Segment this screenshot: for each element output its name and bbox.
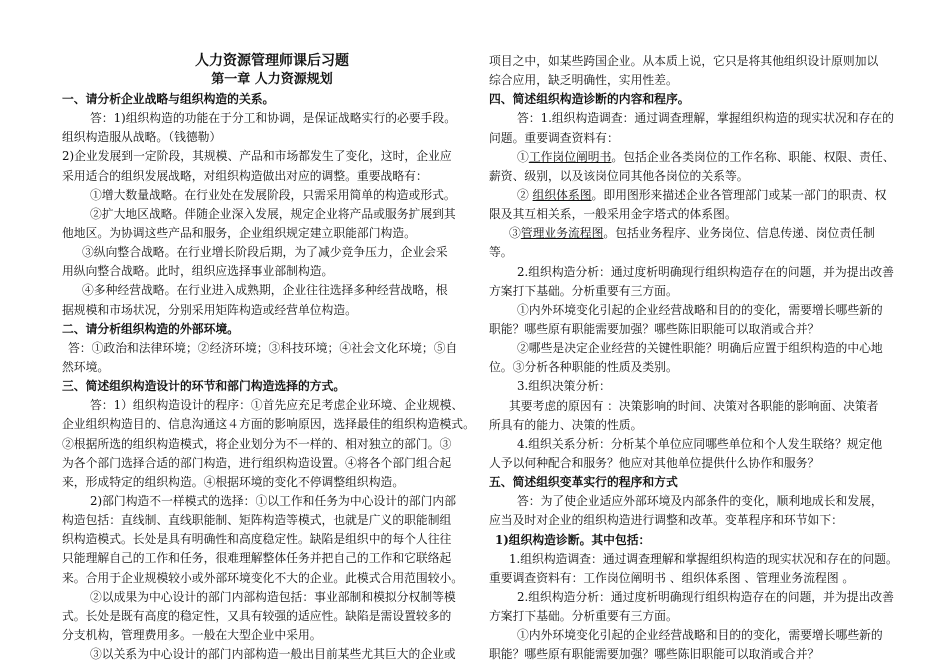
text-line: 所具有的能力、决策的性质。: [489, 417, 643, 432]
text-line: 答：1）组织构造设计的程序：①首先应充足考虑企业环境、企业规模、: [90, 398, 464, 413]
text-line: 等。: [489, 245, 513, 260]
text-line: 为各个部门选择合适的部门构造，进行组织构造设置。④将各个部门组合起: [62, 455, 452, 470]
section-heading: 一、请分析企业战略与组织构造的关系。: [62, 92, 275, 106]
section-heading: 三、简述组织构造设计的环节和部门构造选择的方式。: [62, 379, 346, 394]
text-line: 2)部门构造不一样模式的选择：①以工作和任务为中心设计的部门内部: [90, 493, 457, 508]
text-line: 2.组织构造分析：通过度析明确现行组织构造存在的问题，并为提出改善: [517, 264, 894, 279]
document-title: 人力资源管理师课后习题: [195, 53, 349, 69]
underlined-term: 工作岗位阐明书: [528, 149, 612, 164]
section-heading: 四、简述组织构造诊断的内容和程序。: [489, 92, 690, 107]
text-line: 职能？哪些原有职能需要加强？哪些陈旧职能可以取消或合并？: [489, 647, 820, 662]
text-line: 他地区。为协调这些产品和服务，企业组织规定建立职能部门构造。: [62, 225, 416, 240]
text-line: ①增大数量战略。在行业处在发展阶段，只需采用简单的构造或形式。: [90, 187, 456, 202]
text-line: 职能？哪些原有职能需要加强？哪些陈旧职能可以取消或合并？: [489, 321, 820, 336]
text-line: 分支机构，管理费用多。一般在大型企业中采用。: [62, 627, 322, 642]
text-line: ③管理业务流程图。包括业务程序、业务岗位、信息传递、岗位责任制: [509, 226, 875, 241]
text-line: 4.组织关系分析：分析某个单位应同哪些单位和个人发生联络？规定他: [517, 436, 883, 451]
text-line: 答：为了使企业适应外部环境及内部条件的变化，顺利地成长和发展，: [517, 494, 883, 509]
text-line: 构造包括：直线制、直线职能制、矩阵构造等模式，也就是广义的职能制组: [62, 513, 452, 528]
text-line: 织构造模式。长处是具有明确性和高度稳定性。缺陷是组织中的每个人往往: [62, 532, 452, 547]
right-column: [489, 52, 915, 665]
text-line: 企业组织构造目的、信息沟通这４方面的影响原因，选择最佳的组织构造模式。: [62, 417, 475, 432]
text-line: 答：①政治和法律环境；②经济环境；③科技环境；④社会文化环境；⑤自: [68, 340, 458, 355]
text-line: ② 组织体系图。即用图形来描述企业各管理部门或某一部门的职责、权: [517, 187, 887, 202]
text-line: ③纵向整合战略。在行业增长阶段后期，为了减少竞争压力，企业会采: [82, 245, 448, 260]
text-line: 问题。重要调查资料有：: [489, 130, 619, 145]
text-line: ②哪些是决定企业经营的关键性职能？明确后应置于组织构造的中心地: [517, 341, 883, 356]
chapter-heading: 第一章 人力资源规划: [211, 72, 333, 87]
text-line: ①内外环境变化引起的企业经营战略和目的的变化，需要增长哪些新的: [517, 628, 883, 643]
section-heading: 1)组织构造诊断。其中包括：: [495, 532, 651, 547]
text-line: 2)企业发展到一定阶段，其规模、产品和市场都发生了变化，这时，企业应: [62, 149, 452, 164]
text-line: 方案打下基础。分析重要有三方面。: [489, 283, 678, 298]
text-line: 式。长处是既有高度的稳定性，又具有较强的适应性。缺陷是需设置较多的: [62, 608, 452, 623]
text-line: 其要考虑的原因有 ：决策影响的时间、决策对各职能的影响面、决策者: [509, 398, 879, 413]
underlined-term: 管理业务流程图: [520, 226, 604, 241]
text-line: 组织构造服从战略。（钱德勒）: [62, 130, 222, 145]
text-line: 限及其互相关系，一般采用金字塔式的体系图。: [489, 207, 737, 222]
text-line: 然环境。: [62, 359, 110, 374]
text-line: 只能理解自己的工作和任务，很难理解整体任务并把自己的工作和它联络起: [62, 551, 452, 566]
text-line: ④多种经营战略。在行业进入成熟期，企业往往选择多种经营战略，根: [82, 283, 448, 298]
text-line: ②扩大地区战略。伴随企业深入发展，规定企业将产品或服务扩展到其: [90, 206, 456, 221]
left-column: [62, 90, 482, 664]
text-line: 应当及时对企业的组织构造进行调整和改革。变革程序和环节如下：: [489, 513, 843, 528]
text-line: 位。③分析各种职能的性质及类别。: [489, 360, 678, 375]
text-line: 用纵向整合战略。此时，组织应选择事业部制构造。: [62, 264, 334, 279]
text-line: 来。合用于企业规模较小或外部环境变化不大的企业。此模式合用范围较小。: [62, 570, 464, 585]
underlined-term: 组织体系图: [532, 187, 592, 202]
text-line: 综合应用，缺乏明确性，实用性差。: [489, 73, 678, 88]
text-line: ①工作岗位阐明书。包括企业各类岗位的工作名称、职能、权限、责任、: [517, 149, 895, 164]
text-line: 项目之中，如某些跨国企业。从本质上说，它只是将其他组织设计原则加以: [489, 54, 879, 68]
text-line: ③以关系为中心设计的部门内部构造一般出目前某些尤其巨大的企业或: [90, 647, 456, 662]
text-line: ②根据所选的组织构造模式，将企业划分为不一样的、相对独立的部门。③: [62, 436, 452, 451]
text-line: 2.组织构造分析：通过度析明确现行组织构造存在的问题，并为提出改善: [517, 589, 894, 604]
text-line: 3.组织决策分析：: [517, 379, 611, 394]
text-line: 方案打下基础。分析重要有三方面。: [489, 609, 678, 624]
text-line: 薪资、级别，以及该岗位同其他各岗位的关系等。: [489, 168, 749, 183]
text-line: 1.组织构造调查：通过调查理解和掌握组织构造的现实状况和存在的问题。: [509, 551, 898, 566]
text-line: 据规模和市场状况，分别采用矩阵构造或经营单位构造。: [62, 302, 357, 317]
text-line: 采用适合的组织发展战略，对组织构造做出对应的调整。重要战略有：: [62, 168, 428, 183]
section-heading: 五、简述组织变革实行的程序和方式: [489, 475, 678, 490]
text-line: 答：1.组织构造调查：通过调查理解，掌握组织构造的现实状况和存在的: [517, 111, 894, 126]
text-line: 重要调查资料有：工作岗位阐明书 、组织体系图 、管理业务流程图 。: [489, 570, 855, 585]
text-line: ②以成果为中心设计的部门内部构造包括：事业部制和模拟分权制等模: [90, 589, 456, 604]
text-line: 人予以何种配合和服务？他应对其他单位提供什么协作和服务？: [489, 455, 820, 470]
section-heading: 二、请分析组织构造的外部环境。: [62, 321, 239, 336]
text-line: ①内外环境变化引起的企业经营战略和目的的变化，需要增长哪些新的: [517, 302, 883, 317]
text-line: 答：1)组织构造的功能在于分工和协调，是保证战略实行的必要手段。: [90, 111, 457, 126]
text-line: 来，形成特定的组织构造。④根据环境的变化不停调整组织构造。: [62, 474, 405, 489]
